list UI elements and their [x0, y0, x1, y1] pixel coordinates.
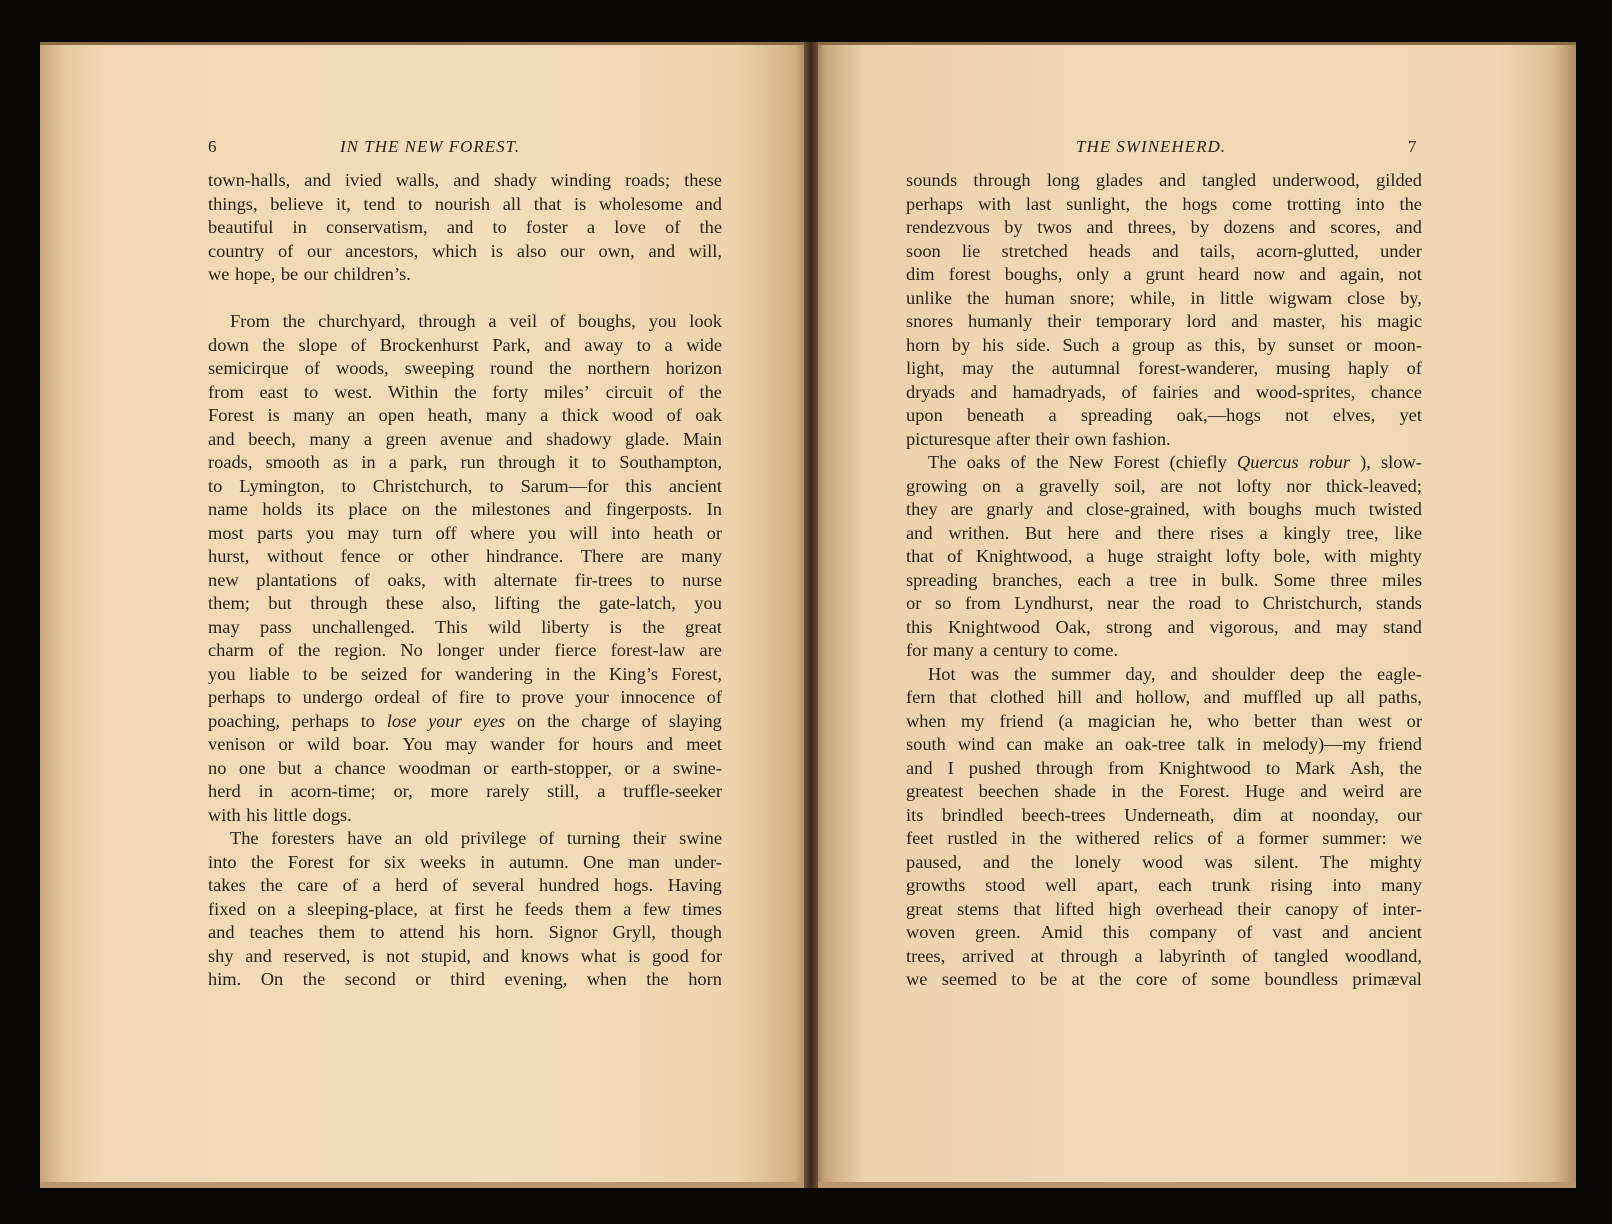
text-line: dim forest boughs, only a grunt heard now and again, not — [906, 264, 1422, 284]
text-line: we hope, be our children’s. — [208, 264, 411, 284]
text-line: Hot was the summer day, and shoulder deep the eagle- — [928, 663, 1422, 684]
text-line: south wind can make an oak-tree talk in melody)—my friend — [906, 734, 1422, 754]
text-line: perhaps with last sunlight, the hogs come trotting into the — [906, 193, 1422, 214]
book-gutter — [804, 42, 818, 1188]
text-line: him. On the second or third evening, when the horn — [208, 969, 722, 989]
text-line: they are gnarly and close-grained, with boughs much twisted — [906, 499, 1422, 519]
text-line: Forest is many an open heath, many a thick wood of oak — [208, 405, 722, 425]
text-line: spreading branches, each a tree in bulk. Some three miles — [906, 569, 1422, 590]
text-line: picturesque after their own fashion. — [906, 428, 1171, 449]
left-page — [40, 42, 810, 1188]
text-line: that of Knightwood, a huge straight lofty bole, with mighty — [906, 546, 1422, 566]
text-line: down the slope of Brockenhurst Park, and away to a wide — [208, 334, 722, 355]
left-page-text — [208, 169, 722, 992]
text-line: we seemed to be at the core of some boundless primæval — [906, 969, 1422, 989]
text-line: sounds through long glades and tangled underwood, gilded — [906, 170, 1422, 190]
text-line: fixed on a sleeping-place, at first he feeds them a few times — [208, 898, 722, 919]
text-line: no one but a chance woodman or earth-stopper, or a swine- — [208, 757, 722, 778]
text-line: name holds its place on the milestones and fingerposts. In — [208, 499, 722, 519]
text-line: charm of the region. No longer under fierce forest-law are — [208, 640, 722, 660]
text-line: beautiful in conservatism, and to foster a love of the — [208, 217, 722, 237]
text-line: upon beneath a spreading oak,—hogs not elves, yet — [906, 405, 1422, 425]
text-line: unlike the human snore; while, in little wigwam close by, — [906, 287, 1422, 308]
text-line: hurst, without fence or other hindrance. There are many — [208, 546, 722, 566]
text-line: paused, and the lonely wood was silent. The mighty — [906, 851, 1422, 872]
text-line: feet rustled in the withered relics of a former summer: we — [906, 828, 1422, 848]
right-running-head — [906, 137, 1426, 161]
text-line: and teaches them to attend his horn. Signor Gryll, though — [208, 922, 722, 942]
text-line: town-halls, and ivied walls, and shady winding roads; these — [208, 170, 722, 190]
book-spread — [40, 42, 1576, 1188]
text-line: from east to west. Within the forty miles’ circuit of the — [208, 381, 722, 402]
text-line: for many a century to come. — [906, 640, 1118, 660]
text-line: with his little dogs. — [208, 804, 352, 825]
text-line: fern that clothed hill and hollow, and muffled up all paths, — [906, 687, 1422, 707]
text-line: when my friend (a magician he, who better than west or — [906, 710, 1422, 731]
right-page-text — [906, 169, 1422, 992]
page-number: 7 — [1408, 137, 1418, 156]
text-line: and writhen. But here and there rises a kingly tree, like — [906, 522, 1422, 543]
text-line: trees, arrived at through a labyrinth of tangled woodland, — [906, 945, 1422, 966]
text-line: into the Forest for six weeks in autumn. One man under- — [208, 851, 722, 872]
text-line: its brindled beech-trees Underneath, dim at noonday, our — [906, 804, 1422, 825]
text-line: most parts you may turn off where you will into heath or — [208, 522, 722, 543]
running-head-title: THE SWINEHERD. — [1076, 137, 1226, 156]
text-line: them; but through these also, lifting the gate-latch, you — [208, 593, 722, 613]
page-number: 6 — [208, 137, 218, 156]
text-line: takes the care of a herd of several hundred hogs. Having — [208, 875, 722, 895]
text-line: greatest beechen shade in the Forest. Huge and weird are — [906, 781, 1422, 801]
text-line: may pass unchallenged. This wild liberty is the great — [208, 616, 722, 637]
text-line: things, believe it, tend to nourish all that is wholesome and — [208, 193, 722, 214]
text-line: perhaps to undergo ordeal of fire to prove your innocence of — [208, 687, 722, 707]
text-line: new plantations of oaks, with alternate fir-trees to nurse — [208, 569, 722, 590]
text-line: and I pushed through from Knightwood to Mark Ash, the — [906, 757, 1422, 778]
text-line: herd in acorn-time; or, more rarely still, a truffle-seeker — [208, 781, 722, 801]
text-line: dryads and hamadryads, of fairies and wood-sprites, chance — [906, 381, 1422, 402]
text-line: horn by his side. Such a group as this, by sunset or moon- — [906, 334, 1422, 355]
text-line: rendezvous by twos and threes, by dozens and scores, and — [906, 217, 1422, 237]
right-page — [810, 42, 1576, 1188]
text-line: soon lie stretched heads and tails, acorn-glutted, under — [906, 240, 1422, 261]
text-line: poaching, perhaps to lose your eyes on the charge of slaying — [208, 710, 722, 731]
text-line: to Lymington, to Christchurch, to Sarum—for this ancient — [208, 475, 722, 496]
text-line: venison or wild boar. You may wander for hours and meet — [208, 734, 722, 754]
text-line: woven green. Amid this company of vast and ancient — [906, 922, 1422, 942]
text-line: and beech, many a green avenue and shadowy glade. Main — [208, 428, 722, 449]
text-line: you liable to be seized for wandering in the King’s Forest, — [208, 663, 722, 684]
text-line: The oaks of the New Forest (chiefly Quercus robur ), slow- — [928, 452, 1422, 472]
text-line: great stems that lifted high overhead their canopy of inter- — [906, 898, 1422, 919]
text-line: growing on a gravelly soil, are not lofty nor thick-leaved; — [906, 475, 1422, 496]
text-line: shy and reserved, is not stupid, and knows what is good for — [208, 945, 722, 966]
running-head-title: IN THE NEW FOREST. — [340, 137, 521, 156]
text-line: The foresters have an old privilege of turning their swine — [230, 828, 722, 848]
text-line: light, may the autumnal forest-wanderer, musing haply of — [906, 358, 1422, 378]
left-running-head — [208, 137, 748, 161]
text-line: or so from Lyndhurst, near the road to Christchurch, stands — [906, 593, 1422, 613]
text-line: semicirque of woods, sweeping round the northern horizon — [208, 358, 722, 378]
text-line: snores humanly their temporary lord and master, his magic — [906, 311, 1422, 331]
text-line: growths stood well apart, each trunk rising into many — [906, 875, 1422, 895]
text-line: this Knightwood Oak, strong and vigorous, and may stand — [906, 616, 1422, 637]
text-line: country of our ancestors, which is also our own, and will, — [208, 240, 722, 261]
text-line: From the churchyard, through a veil of boughs, you look — [230, 311, 722, 331]
text-line: roads, smooth as in a park, run through it to Southampton, — [208, 452, 722, 472]
